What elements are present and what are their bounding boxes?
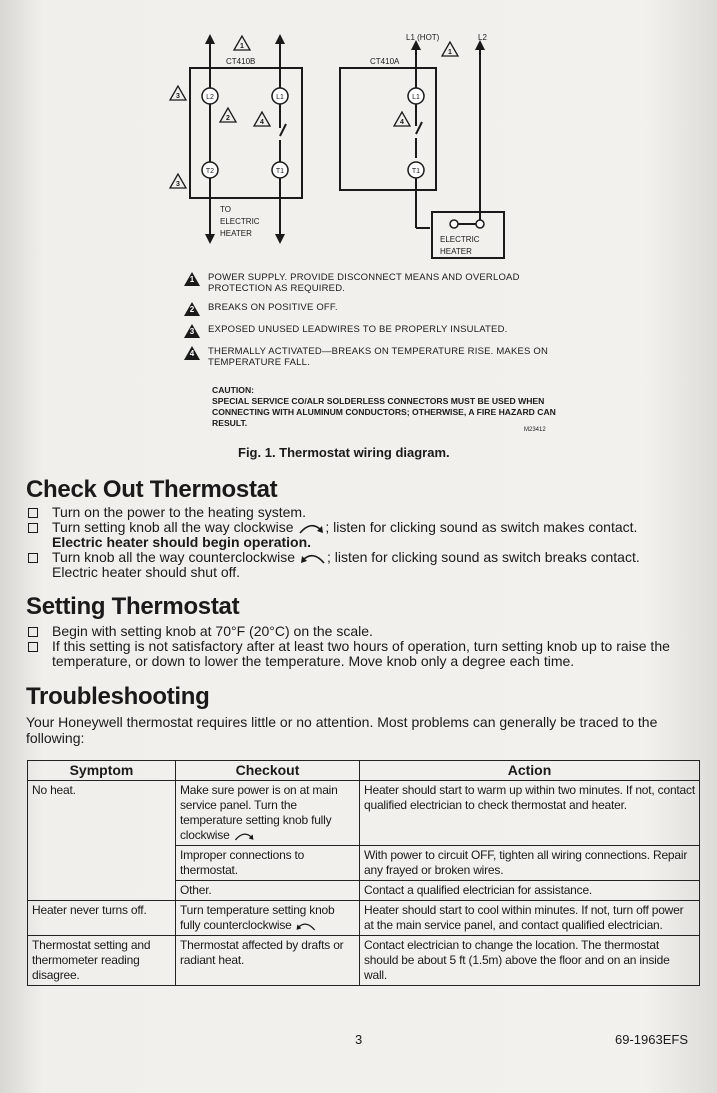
table-header-row (28, 761, 700, 781)
caution-block (212, 385, 572, 429)
l1-hot-label: L1 (HOT) (406, 33, 440, 42)
note-text: EXPOSED UNUSED LEADWIRES TO BE PROPERLY INSULATED. (208, 324, 508, 335)
action-cell: Heater should start to warm up within two minutes. If not, contact qualified electrician to check thermostat and heater. (360, 781, 700, 846)
caution-heading: CAUTION: (212, 385, 255, 395)
checkbox-icon (28, 508, 38, 518)
mark-4-number: 4 (260, 119, 264, 126)
symptom-cell: Heater never turns off. (28, 901, 176, 936)
checkout-cell: Thermostat affected by drafts or radiant heat. (176, 936, 360, 986)
caution-text: SPECIAL SERVICE CO/ALR SOLDERLESS CONNECTORS MUST BE USED WHEN CONNECTING WITH ALUMINUM CONDUCTORS; OTHERWISE, A FIRE HAZARD CAN RESULT. (212, 396, 556, 428)
mark-1b-number: 1 (448, 49, 452, 56)
terminal-t1-label: T1 (275, 168, 285, 175)
figure-caption: Fig. 1. Thermostat wiring diagram. (238, 445, 450, 460)
to-heater-line3: HEATER (220, 229, 252, 238)
symptom-header: Symptom (28, 761, 176, 781)
note-text: THERMALLY ACTIVATED—BREAKS ON TEMPERATURE RISE. MAKES ON TEMPERATURE FALL. (208, 346, 549, 368)
table-row (28, 781, 700, 846)
note-1 (184, 272, 584, 294)
checkout-cell: Improper connections to thermostat. (176, 846, 360, 881)
ct410a-label: CT410A (370, 57, 400, 66)
right-terminal-t1-label: T1 (411, 168, 421, 175)
wiring-diagram (160, 28, 520, 268)
checkout-cell: Other. (176, 881, 360, 901)
to-heater-line2: ELECTRIC (220, 217, 260, 226)
mark-3b-number: 3 (176, 181, 180, 188)
heater-label-line2: HEATER (440, 247, 472, 256)
table-row (28, 936, 700, 986)
setting-list (26, 624, 706, 669)
action-cell: With power to circuit OFF, tighten all wiring connections. Repair any frayed or broken wires. (360, 846, 700, 881)
counterclockwise-arrow-icon (299, 552, 327, 564)
list-item: If this setting is not satisfactory after at least two hours of operation, turn setting knob up to raise the temperature, or down to lower the temperature. Move knob only a degree each time. (26, 639, 706, 669)
action-header: Action (360, 761, 700, 781)
action-cell: Heater should start to cool within minutes. If not, turn off power at the main service panel, and contact qualified electrician. (360, 901, 700, 936)
to-heater-line1: TO (220, 205, 231, 214)
action-cell: Contact electrician to change the location. The thermostat should be about 5 ft (1.5m) above the floor and on an inside wall. (360, 936, 700, 986)
mark-4b-number: 4 (400, 119, 404, 126)
heater-label-line1: ELECTRIC (440, 235, 480, 244)
ct410b-label: CT410B (226, 57, 256, 66)
clockwise-arrow-icon (233, 831, 255, 841)
setting-heading: Setting Thermostat (26, 593, 240, 620)
mark-2-number: 2 (226, 115, 230, 122)
troubleshooting-table (27, 760, 700, 986)
warning-triangle-icon: 4 (184, 346, 200, 360)
list-item: Begin with setting knob at 70°F (20°C) on the scale. (26, 624, 706, 639)
warning-triangle-icon: 3 (184, 324, 200, 338)
mark-3-number: 3 (176, 93, 180, 100)
note-4 (184, 346, 584, 368)
note-3 (184, 324, 584, 338)
checkbox-icon (28, 523, 38, 533)
page-number: 3 (355, 1032, 363, 1047)
right-terminal-l1-label: L1 (412, 94, 420, 101)
symptom-cell: No heat. (28, 781, 176, 901)
symptom-cell: Thermostat setting and thermometer reading disagree. (28, 936, 176, 986)
l2-label: L2 (478, 33, 487, 42)
check-out-heading: Check Out Thermostat (26, 476, 278, 503)
troubleshooting-intro: Your Honeywell thermostat requires little or no attention. Most problems can generally be traced to the following: (26, 714, 658, 746)
terminal-l1-label: L1 (276, 94, 284, 101)
diagram-notes (184, 272, 584, 376)
checkbox-icon (28, 553, 38, 563)
list-item: Turn setting knob all the way clockwise ; listen for clicking sound as switch makes contact. Electric heater should begin operation. (26, 520, 706, 550)
warning-triangle-icon: 1 (184, 272, 200, 286)
clockwise-arrow-icon (297, 522, 325, 534)
list-item: Turn on the power to the heating system. (26, 505, 706, 520)
table-row (28, 901, 700, 936)
counterclockwise-arrow-icon (295, 921, 317, 931)
mark-1-number: 1 (240, 43, 244, 50)
document-code: 69-1963EFS (615, 1032, 688, 1047)
list-item: Turn knob all the way counterclockwise ; listen for clicking sound as switch breaks contact. Electric heater should shut off. (26, 550, 706, 580)
note-2 (184, 302, 584, 316)
checkbox-icon (28, 642, 38, 652)
diagram-code: M23412 (524, 427, 546, 433)
check-out-list (26, 505, 706, 580)
checkout-header: Checkout (176, 761, 360, 781)
checkbox-icon (28, 627, 38, 637)
warning-triangle-icon: 2 (184, 302, 200, 316)
begin-operation-note: Electric heater should begin operation. (52, 534, 312, 550)
ct410b-box (190, 68, 302, 198)
checkout-cell: Make sure power is on at main service panel. Turn the temperature setting knob fully clockwise (176, 781, 360, 846)
troubleshooting-heading: Troubleshooting (26, 683, 210, 710)
note-text: BREAKS ON POSITIVE OFF. (208, 302, 338, 313)
note-text: POWER SUPPLY. PROVIDE DISCONNECT MEANS AND OVERLOAD PROTECTION AS REQUIRED. (208, 272, 520, 294)
terminal-l2-label: L2 (206, 94, 214, 101)
action-cell: Contact a qualified electrician for assistance. (360, 881, 700, 901)
checkout-cell: Turn temperature setting knob fully counterclockwise (176, 901, 360, 936)
terminal-t2-label: T2 (205, 168, 215, 175)
